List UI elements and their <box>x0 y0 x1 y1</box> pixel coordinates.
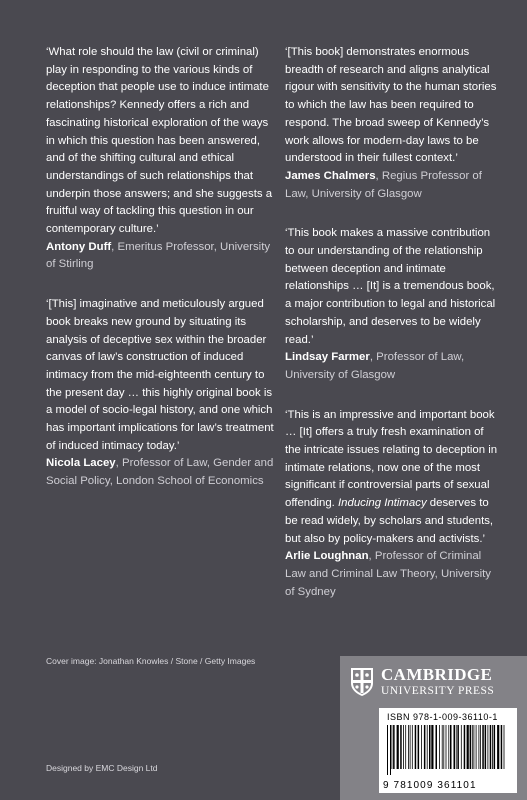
endorser-affiliation: , Regius Professor of Law, University of Glasgow <box>285 169 482 200</box>
endorser-name: Nicola Lacey <box>46 457 116 470</box>
endorsement-quote <box>285 407 500 549</box>
endorsement-quote: ‘[This book] demonstrates enormous breadth of research and aligns analytical rigour with sensitivity to the human stories to which the law has been required to respond. The broad sweep of Kennedy’s work allows for modern-day laws to be understood in their fullest context.’ <box>285 46 497 165</box>
endorsement-loughnan <box>285 407 500 602</box>
endorsement-farmer <box>285 225 500 384</box>
isbn-number: ISBN 978-1-009-36110-1 <box>387 712 498 722</box>
publisher-name: CAMBRIDGE <box>381 665 493 684</box>
endorsement-attribution <box>46 455 276 490</box>
endorsement-lacey <box>46 296 276 491</box>
endorsement-attribution <box>46 239 276 274</box>
endorsement-attribution <box>285 548 500 601</box>
publisher-press: UNIVERSITY PRESS <box>381 685 495 697</box>
isbn-barcode <box>379 708 517 793</box>
quote-part: deserves to be read widely, by scholars and students, but also by policy-makers and activists.’ <box>285 497 494 545</box>
left-endorsements-column <box>46 44 276 513</box>
endorsement-quote: ‘This book makes a massive contribution to our understanding of the relationship between deception and intimate relationships … [It] is a tremendous book, a major contribution to legal and historical scholarship, and deserves to be widely read.’ <box>285 227 496 346</box>
endorsement-quote: ‘[This] imaginative and meticulously argued book breaks new ground by situating its analysis of deceptive sex within the broader canvas of law’s construction of induced intimacy from the mid-eighteenth century to the present day … this highly original book is a model of socio-legal history, and one which has important implications for law’s treatment of induced intimacy today.’ <box>46 298 274 452</box>
right-endorsements-column <box>285 44 500 623</box>
endorsement-chalmers <box>285 44 500 203</box>
endorsement-attribution <box>285 168 500 203</box>
endorser-affiliation: , Emeritus Professor, University of Stirling <box>46 240 271 271</box>
book-title-italic: Inducing Intimacy <box>338 497 427 510</box>
cover-image-credit: Cover image: Jonathan Knowles / Stone / Getty Images <box>46 656 256 666</box>
endorsement-duff <box>46 44 276 274</box>
barcode-bars <box>385 725 511 775</box>
endorser-name: Lindsay Farmer <box>285 351 370 364</box>
designer-credit: Designed by EMC Design Ltd <box>46 763 158 773</box>
quote-part: ‘This is an impressive and important book … [It] offers a truly fresh examination of the intricate issues relating to deception in intimate relations, now one of the most significant if controversial parts of sexual offending. <box>285 408 498 510</box>
endorsement-quote: ‘What role should the law (civil or criminal) play in responding to the various kinds of deception that people use to induce intimate relationships? Kennedy offers a rich and fascinating historical exploration of the ways in which this question has been answered, and of the shifting cultural and ethical understandings of such relationships that underpin those answers; and she suggests a fruitful way of tackling this question in our contemporary culture.’ <box>46 46 273 236</box>
endorser-name: Arlie Loughnan <box>285 550 369 563</box>
publisher-wordmark <box>381 666 494 698</box>
cambridge-logo <box>350 666 494 698</box>
shield-crest-icon <box>350 667 374 697</box>
endorsement-attribution <box>285 349 500 384</box>
endorser-affiliation: , Professor of Law, Gender and Social Policy, London School of Economics <box>46 457 274 488</box>
endorser-name: Antony Duff <box>46 240 112 253</box>
endorser-affiliation: , Professor of Law, University of Glasgow <box>285 351 465 381</box>
barcode-digits: 9 781009 361101 <box>383 780 477 791</box>
endorser-affiliation: , Professor of Criminal Law and Criminal Law Theory, University of Sydney <box>285 550 491 598</box>
endorser-name: James Chalmers <box>285 169 376 182</box>
